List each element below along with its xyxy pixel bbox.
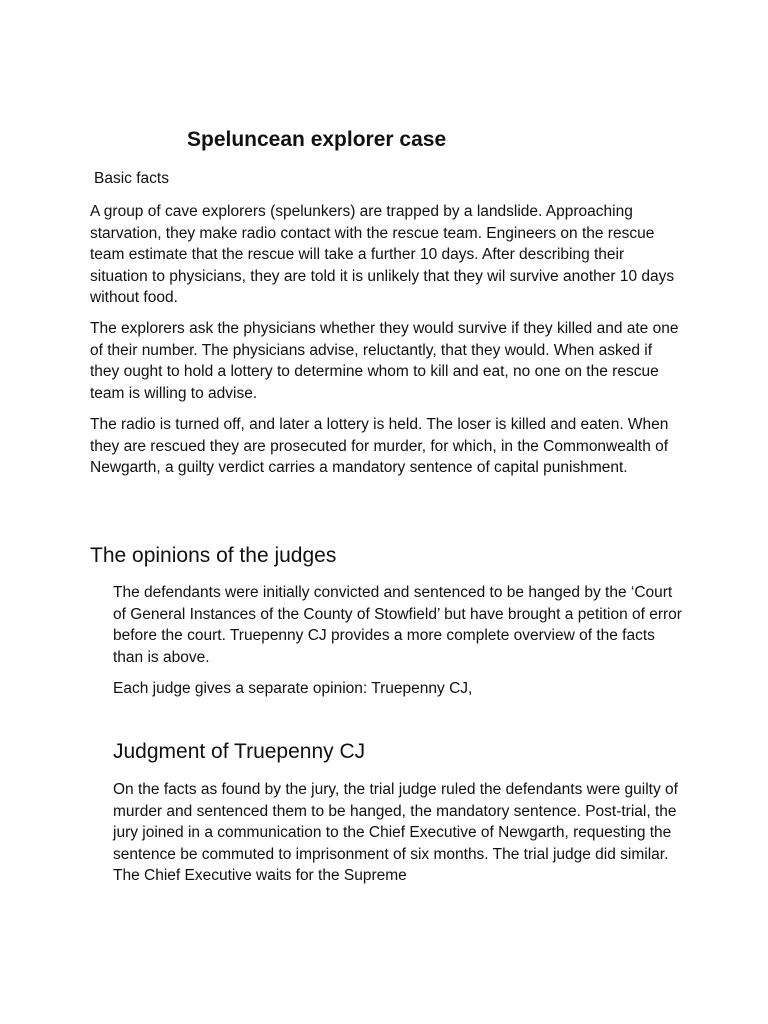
paragraph-lottery: The radio is turned off, and later a lottery is held. The loser is killed and eaten. When they are rescued they are prosecuted for murder, for which, in the Commonwealth of Newgarth, a guilty verdict carries a mandatory sentence of capital punishment. [90, 416, 669, 476]
paragraph-ask-physicians: The explorers ask the physicians whether they would survive if they killed and ate one of their number. The physicians advise, reluctantly, that they would. When asked if they ought to hold a lottery to determine whom to kill and eat, no one on the rescue team is willing to advise. [90, 320, 679, 402]
paragraph-defendants: The defendants were initially convicted and sentenced to be hanged by the ‘Court of General Instances of the County of Stowfield’ but have brought a petition of error before the court. Truepenny CJ provides a more complete overview of the facts than is above. [113, 584, 682, 666]
basic-facts-label: Basic facts [94, 170, 169, 187]
document-title: Speluncean explorer case [187, 128, 447, 151]
paragraph-trial-judge: On the facts as found by the jury, the trial judge ruled the defendants were guilty of murder and sentenced them to be hanged, the mandatory sentence. Post-trial, the jury joined in a communication to the Chief Executive of Newgarth, requesting the sentence be commuted to imprisonment of six months. The trial judge did similar. The Chief Executive waits for the Supreme [113, 781, 678, 884]
section-heading-judges: The opinions of the judges [90, 544, 337, 567]
paragraph-trapped: A group of cave explorers (spelunkers) are trapped by a landslide. Approaching starvation, they make radio contact with the rescue team. Engineers on the rescue team estimate that the rescue will take a further 10 days. After describing their situation to physicians, they are told it is unlikely that they wil survive another 10 days without food. [90, 203, 675, 306]
paragraph-each-judge: Each judge gives a separate opinion: Truepenny CJ, [113, 680, 473, 697]
section-heading-truepenny: Judgment of Truepenny CJ [113, 740, 366, 763]
